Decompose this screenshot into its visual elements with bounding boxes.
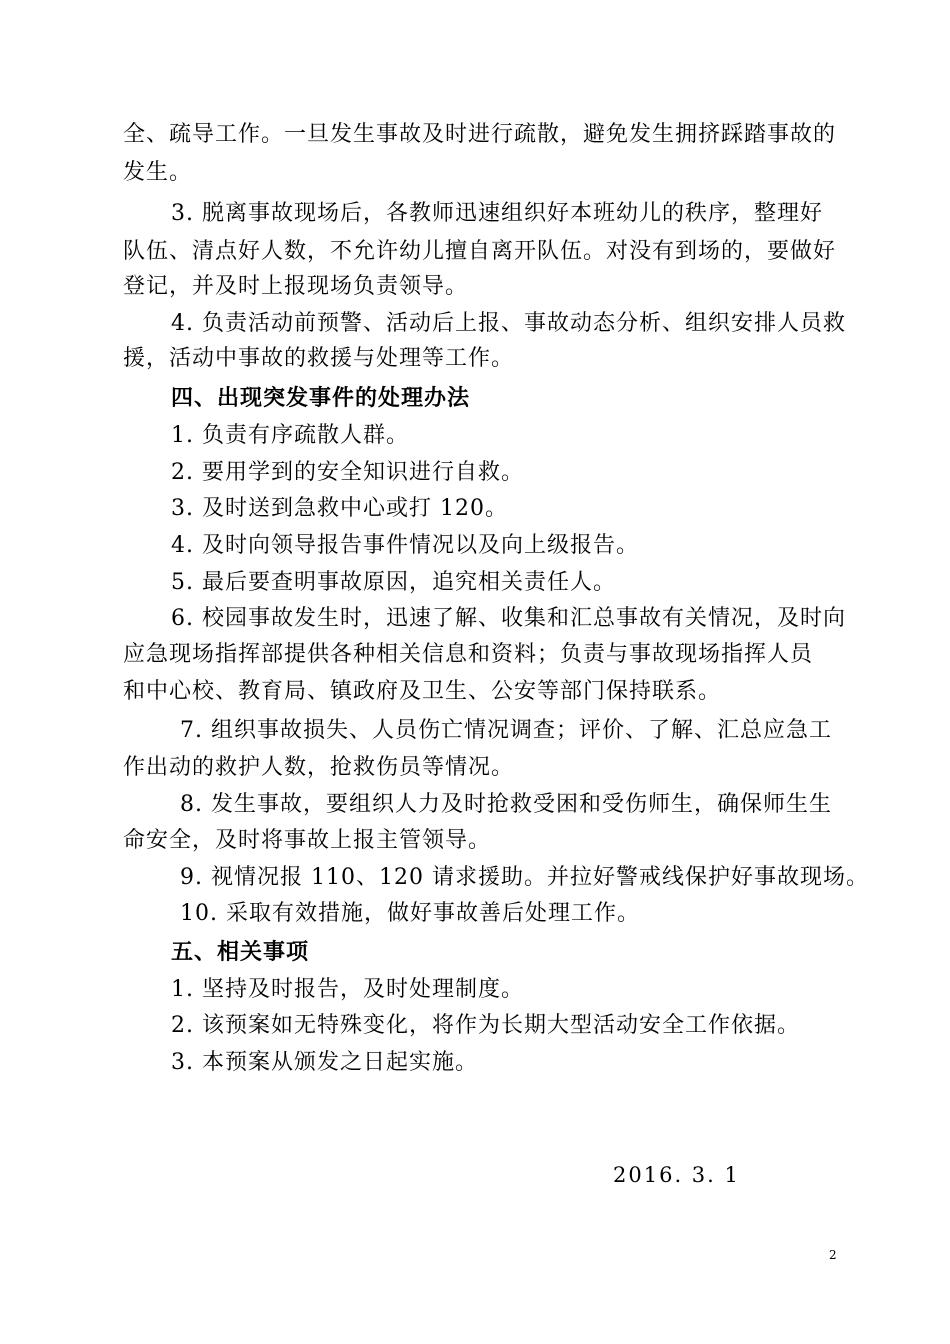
paragraph-line: 登记，并及时上报现场负责领导。	[123, 274, 469, 299]
document-date: 2016. 3. 1	[613, 1163, 740, 1187]
list-item: 4. 及时向领导报告事件情况以及向上级报告。	[171, 533, 639, 558]
paragraph-line: 全、疏导工作。一旦发生事故及时进行疏散，避免发生拥挤踩踏事故的	[123, 122, 837, 147]
list-item: 2. 该预案如无特殊变化，将作为长期大型活动安全工作依据。	[171, 1013, 800, 1038]
list-item-9-line: 9. 视情况报 110、120 请求援助。并拉好警戒线保护好事故现场。	[180, 865, 869, 890]
list-item: 2. 要用学到的安全知识进行自救。	[171, 460, 524, 485]
paragraph-line: 和中心校、教育局、镇政府及卫生、公安等部门保持联系。	[123, 679, 722, 704]
section-heading-5: 五、相关事项	[171, 940, 310, 965]
list-item-3-line: 3. 脱离事故现场后，各教师迅速组织好本班幼儿的秩序，整理好	[171, 201, 823, 226]
paragraph-line: 援，活动中事故的救援与处理等工作。	[123, 346, 515, 371]
list-item-10-line: 10. 采取有效措施，做好事故善后处理工作。	[180, 901, 640, 926]
list-item-7-line: 7. 组织事故损失、人员伤亡情况调查；评价、了解、汇总应急工	[180, 718, 832, 743]
paragraph-line: 应急现场指挥部提供各种相关信息和资料；负责与事故现场指挥人员	[123, 642, 814, 667]
paragraph-line: 命安全，及时将事故上报主管领导。	[123, 828, 492, 853]
list-item: 3. 本预案从颁发之日起实施。	[171, 1050, 478, 1075]
list-item-8-line: 8. 发生事故，要组织人力及时抢救受困和受伤师生，确保师生生	[180, 792, 832, 817]
page-number: 2	[829, 1248, 837, 1262]
section-heading-4: 四、出现突发事件的处理办法	[171, 386, 471, 411]
list-item: 1. 坚持及时报告，及时处理制度。	[171, 977, 524, 1002]
list-item: 3. 及时送到急救中心或打 120。	[171, 496, 508, 521]
paragraph-line: 发生。	[123, 160, 193, 185]
list-item: 5. 最后要查明事故原因，追究相关责任人。	[171, 570, 616, 595]
paragraph-line: 作出动的救护人数，抢救伤员等情况。	[123, 755, 515, 780]
list-item: 1. 负责有序疏散人群。	[171, 423, 409, 448]
list-item-4-line: 4. 负责活动前预警、活动后上报、事故动态分析、组织安排人员救	[171, 311, 846, 336]
paragraph-line: 队伍、清点好人数，不允许幼儿擅自离开队伍。对没有到场的，要做好	[123, 239, 837, 264]
list-item-6-line: 6. 校园事故发生时，迅速了解、收集和汇总事故有关情况，及时向	[171, 606, 846, 631]
